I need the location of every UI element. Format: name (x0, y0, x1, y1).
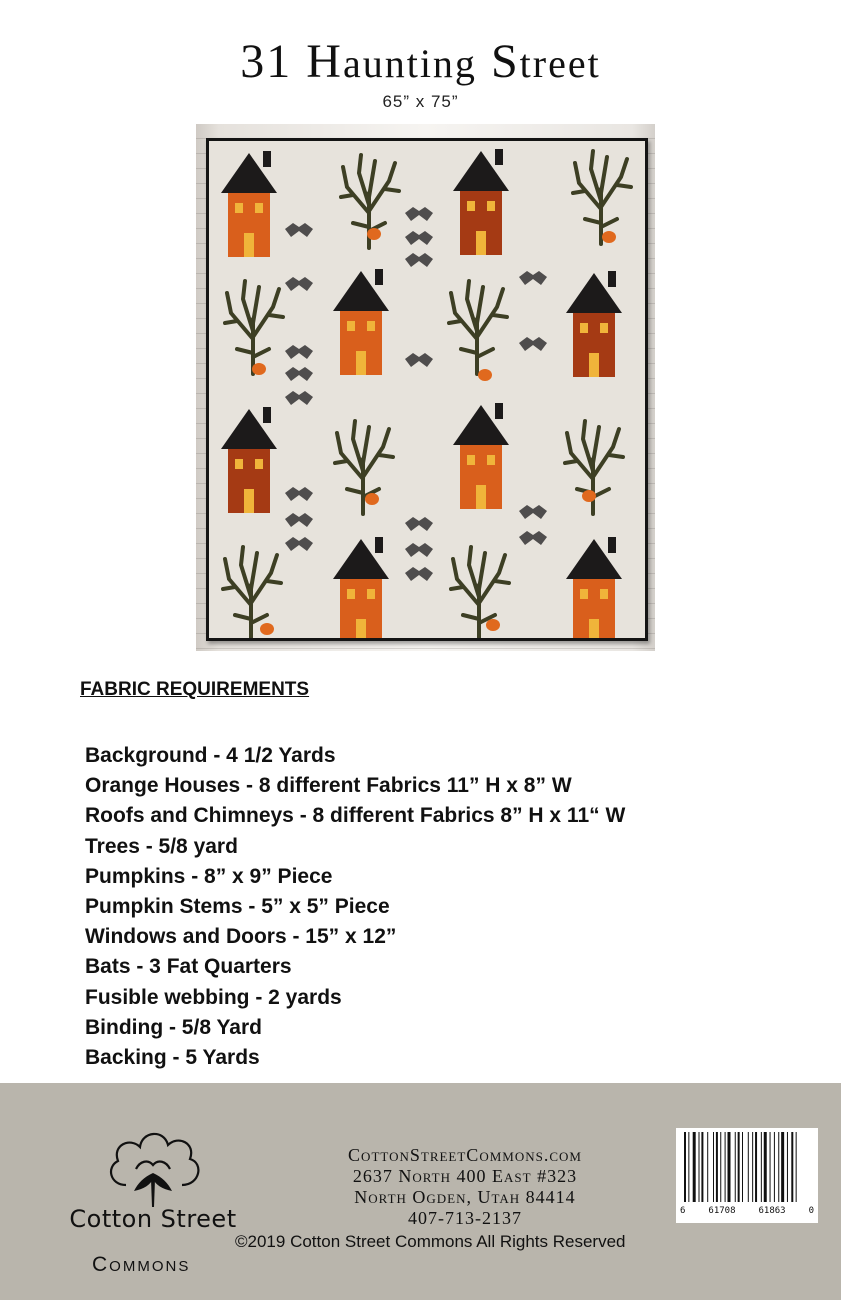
bat (285, 345, 313, 359)
tree-block (225, 281, 283, 374)
barcode-bar (752, 1132, 753, 1202)
barcode (676, 1128, 818, 1223)
barcode-bar (701, 1132, 703, 1202)
tree-block (335, 421, 393, 514)
tree-block (449, 281, 507, 374)
barcode-digit-group: 61863 (758, 1206, 786, 1216)
list-item: Fusible webbing - 2 yards (85, 985, 342, 1009)
quilt (206, 138, 648, 641)
fabric-requirements-list (85, 741, 625, 1073)
list-item: Binding - 5/8 Yard (85, 1015, 262, 1039)
house-block (453, 403, 509, 509)
list-item: Pumpkins - 8” x 9” Piece (85, 864, 333, 888)
barcode-bar (688, 1132, 689, 1202)
house-block (566, 537, 622, 638)
bat (405, 207, 433, 221)
copyright: ©2019 Cotton Street Commons All Rights Reserved (235, 1232, 626, 1251)
house-block (333, 537, 389, 638)
pumpkin (260, 623, 274, 635)
house-block (453, 149, 509, 255)
address-line-1: 2637 North 400 East #323 (352, 1166, 578, 1186)
barcode-bar (774, 1132, 775, 1202)
list-item: Orange Houses - 8 different Fabrics 11” H x 8” W (85, 774, 572, 798)
barcode-bar (738, 1132, 740, 1202)
quilt-photo (196, 124, 655, 651)
list-item: Roofs and Chimneys - 8 different Fabrics 8” H x 11“ W (85, 804, 626, 828)
bat (405, 543, 433, 557)
logo-subtitle: Commons (92, 1253, 191, 1276)
phone: 407-713-2137 (408, 1208, 522, 1228)
bat (285, 391, 313, 405)
cotton-street-logo (48, 1113, 258, 1293)
barcode-bar (693, 1132, 696, 1202)
bat (519, 531, 547, 545)
barcode-bars (676, 1128, 818, 1208)
title-word-street: Street (490, 35, 601, 88)
pumpkin (365, 493, 379, 505)
barcode-bar (764, 1132, 767, 1202)
barcode-bar (716, 1132, 718, 1202)
quilt-design (209, 141, 645, 638)
barcode-bar (713, 1132, 714, 1202)
barcode-bar (761, 1132, 762, 1202)
list-item: Bats - 3 Fat Quarters (85, 955, 292, 979)
bat (405, 517, 433, 531)
barcode-bar (720, 1132, 721, 1202)
pumpkin (367, 228, 381, 240)
barcode-digits (676, 1206, 818, 1216)
house-block (221, 151, 277, 257)
barcode-bar (684, 1132, 686, 1202)
bat (285, 277, 313, 291)
bat (405, 567, 433, 581)
barcode-bar (707, 1132, 708, 1202)
bat (519, 337, 547, 351)
barcode-bar (791, 1132, 793, 1202)
barcode-bar (725, 1132, 726, 1202)
barcode-bar (728, 1132, 731, 1202)
house-block (333, 269, 389, 375)
house-block (221, 407, 277, 513)
bat (285, 487, 313, 501)
barcode-bar (781, 1132, 784, 1202)
fabric-requirements-heading: FABRIC REQUIREMENTS (80, 679, 310, 700)
tree-block (573, 151, 631, 244)
barcode-digit-group: 0 (808, 1206, 814, 1216)
bat (405, 253, 433, 267)
barcode-bar (787, 1132, 788, 1202)
barcode-bar (735, 1132, 736, 1202)
bat (405, 231, 433, 245)
house-block (566, 271, 622, 377)
barcode-bar (699, 1132, 700, 1202)
pumpkin (582, 490, 596, 502)
barcode-digit-group: 61708 (708, 1206, 736, 1216)
website: CottonStreetCommons.com (348, 1145, 582, 1165)
barcode-bar (742, 1132, 743, 1202)
footer (0, 1083, 841, 1300)
logo-wordmark: Cotton Street (69, 1205, 237, 1233)
pumpkin (602, 231, 616, 243)
tree-block (451, 547, 509, 638)
page-title (0, 34, 841, 92)
pumpkin (478, 369, 492, 381)
title-word-haunting: Haunting (306, 35, 477, 88)
cotton-boll-icon (48, 1113, 258, 1213)
bat (285, 513, 313, 527)
contact-block (300, 1145, 630, 1229)
bat (285, 367, 313, 381)
tree-block (223, 547, 281, 638)
bat (285, 537, 313, 551)
barcode-bar (778, 1132, 779, 1202)
bat (519, 505, 547, 519)
list-item: Backing - 5 Yards (85, 1046, 260, 1070)
address-line-2: North Ogden, Utah 84414 (354, 1187, 576, 1207)
bat (519, 271, 547, 285)
list-item: Windows and Doors - 15” x 12” (85, 925, 397, 949)
list-item: Trees - 5/8 yard (85, 834, 238, 858)
barcode-bar (796, 1132, 797, 1202)
list-item: Background - 4 1/2 Yards (85, 744, 336, 767)
pumpkin (486, 619, 500, 631)
barcode-digit-group: 6 (680, 1206, 686, 1216)
list-item: Pumpkin Stems - 5” x 5” Piece (85, 895, 390, 919)
barcode-bar (770, 1132, 771, 1202)
barcode-bar (755, 1132, 757, 1202)
bat (405, 353, 433, 367)
barcode-bar (748, 1132, 749, 1202)
pumpkin (252, 363, 266, 375)
bat (285, 223, 313, 237)
quilt-size: 65” x 75” (382, 92, 459, 111)
title-number: 31 (240, 35, 293, 88)
